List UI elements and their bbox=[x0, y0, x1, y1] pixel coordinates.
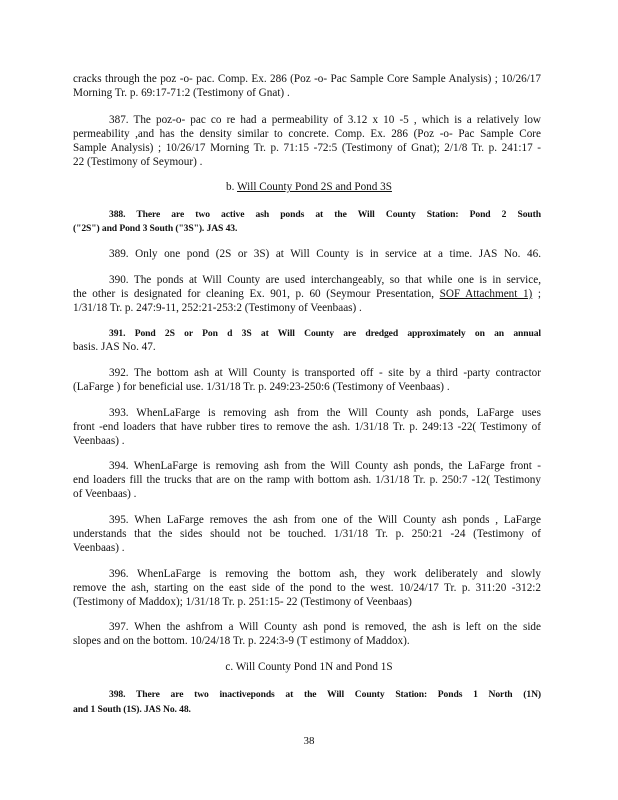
text-line: Veenbaas) . bbox=[73, 435, 125, 447]
text-line: 22 (Testimony of Seymour) . bbox=[73, 156, 203, 168]
text-line: permeability ,and has the density similar to concrete. Comp. Ex. 286 (Poz -o- Pac Sample Core bbox=[73, 128, 541, 140]
paragraph-394-line: 394. WhenLaFarge is removing ash from the Will County ash ponds, the LaFarge front - bbox=[109, 460, 541, 472]
paragraph-397-line: 397. When the ashfrom a Will County ash pond is removed, the ash is left on the side bbox=[109, 621, 541, 633]
paragraph-390-line: 390. The ponds at Will County are used interchangeably, so that while one is in service, bbox=[109, 274, 541, 286]
text-line: Sample Analysis) ; 10/26/17 Morning Tr. p. 71:15 -72:5 (Testimony of Gnat); 2/1/8 Tr. p. 241:17 - bbox=[73, 142, 541, 154]
text-line: and 1 South (1S). JAS No. 48. bbox=[73, 704, 191, 715]
text-line: front -end loaders that have rubber tires to remove the ash. 1/31/18 Tr. p. 249:13 -22( Testimony of bbox=[73, 421, 541, 433]
section-heading-c: c. Will County Pond 1N and Pond 1S bbox=[225, 661, 393, 673]
paragraph-388-line: 388. There are two active ash ponds at the Will County Station: Pond 2 South bbox=[109, 209, 541, 220]
text-line: ("2S") and Pond 3 South ("3S"). JAS 43. bbox=[73, 223, 238, 234]
text-line: understands that the sides should not be touched. 1/31/18 Tr. p. 250:21 -24 (Testimony of bbox=[73, 528, 541, 540]
text-line: end loaders fill the trucks that are on the ramp with bottom ash. 1/31/18 Tr. p. 250:7 -12( Testimony bbox=[73, 474, 541, 486]
paragraph-392-line: 392. The bottom ash at Will County is transported off - site by a third -party contractor bbox=[109, 367, 541, 379]
text-line: of Veenbaas) . bbox=[73, 488, 137, 500]
paragraph-391-line: 391. Pond 2S or Pon d 3S at Will County are dredged approximately on an annual bbox=[109, 328, 541, 339]
text-line: remove the ash, starting on the east side of the pond to the west. 10/24/17 Tr. p. 311:20 -312:2 bbox=[73, 582, 541, 594]
section-heading-b: b. Will County Pond 2S and Pond 3S bbox=[226, 181, 392, 193]
paragraph-389-line: 389. Only one pond (2S or 3S) at Will County is in service at a time. JAS No. 46. bbox=[109, 248, 541, 260]
text-line: (Testimony of Maddox); 1/31/18 Tr. p. 251:15- 22 (Testimony of Veenbaas) bbox=[73, 596, 412, 608]
text-line: the other is designated for cleaning Ex. 901, p. 60 (Seymour Presentation, SOF Attachment 1) ; bbox=[73, 288, 541, 300]
paragraph-398-line: 398. There are two inactiveponds at the Will County Station: Ponds 1 North (1N) bbox=[109, 689, 541, 700]
text-line: Morning Tr. p. 69:17-71:2 (Testimony of Gnat) . bbox=[73, 87, 290, 99]
paragraph-395-line: 395. When LaFarge removes the ash from one of the Will County ash ponds , LaFarge bbox=[109, 514, 541, 526]
text-line: slopes and on the bottom. 10/24/18 Tr. p. 224:3-9 (T estimony of Maddox). bbox=[73, 635, 410, 647]
text-line: 1/31/18 Tr. p. 247:9-11, 252:21-253:2 (Testimony of Veenbaas) . bbox=[73, 302, 362, 314]
text-line: basis. JAS No. 47. bbox=[73, 341, 156, 353]
paragraph-393-line: 393. WhenLaFarge is removing ash from the Will County ash ponds, LaFarge uses bbox=[109, 407, 541, 419]
page-number: 38 bbox=[303, 735, 315, 747]
paragraph-396-line: 396. WhenLaFarge is removing the bottom ash, they work deliberately and slowly bbox=[109, 568, 541, 580]
paragraph-387-line: 387. The poz-o- pac co re had a permeability of 3.12 x 10 -5 , which is a relatively low bbox=[109, 114, 541, 126]
text-line: (LaFarge ) for beneficial use. 1/31/18 Tr. p. 249:23-250:6 (Testimony of Veenbaas) . bbox=[73, 381, 450, 393]
text-line: Veenbaas) . bbox=[73, 542, 125, 554]
text-line: cracks through the poz -o- pac. Comp. Ex. 286 (Poz -o- Pac Sample Core Sample Analysis) ; 10/26/17 bbox=[73, 73, 541, 85]
